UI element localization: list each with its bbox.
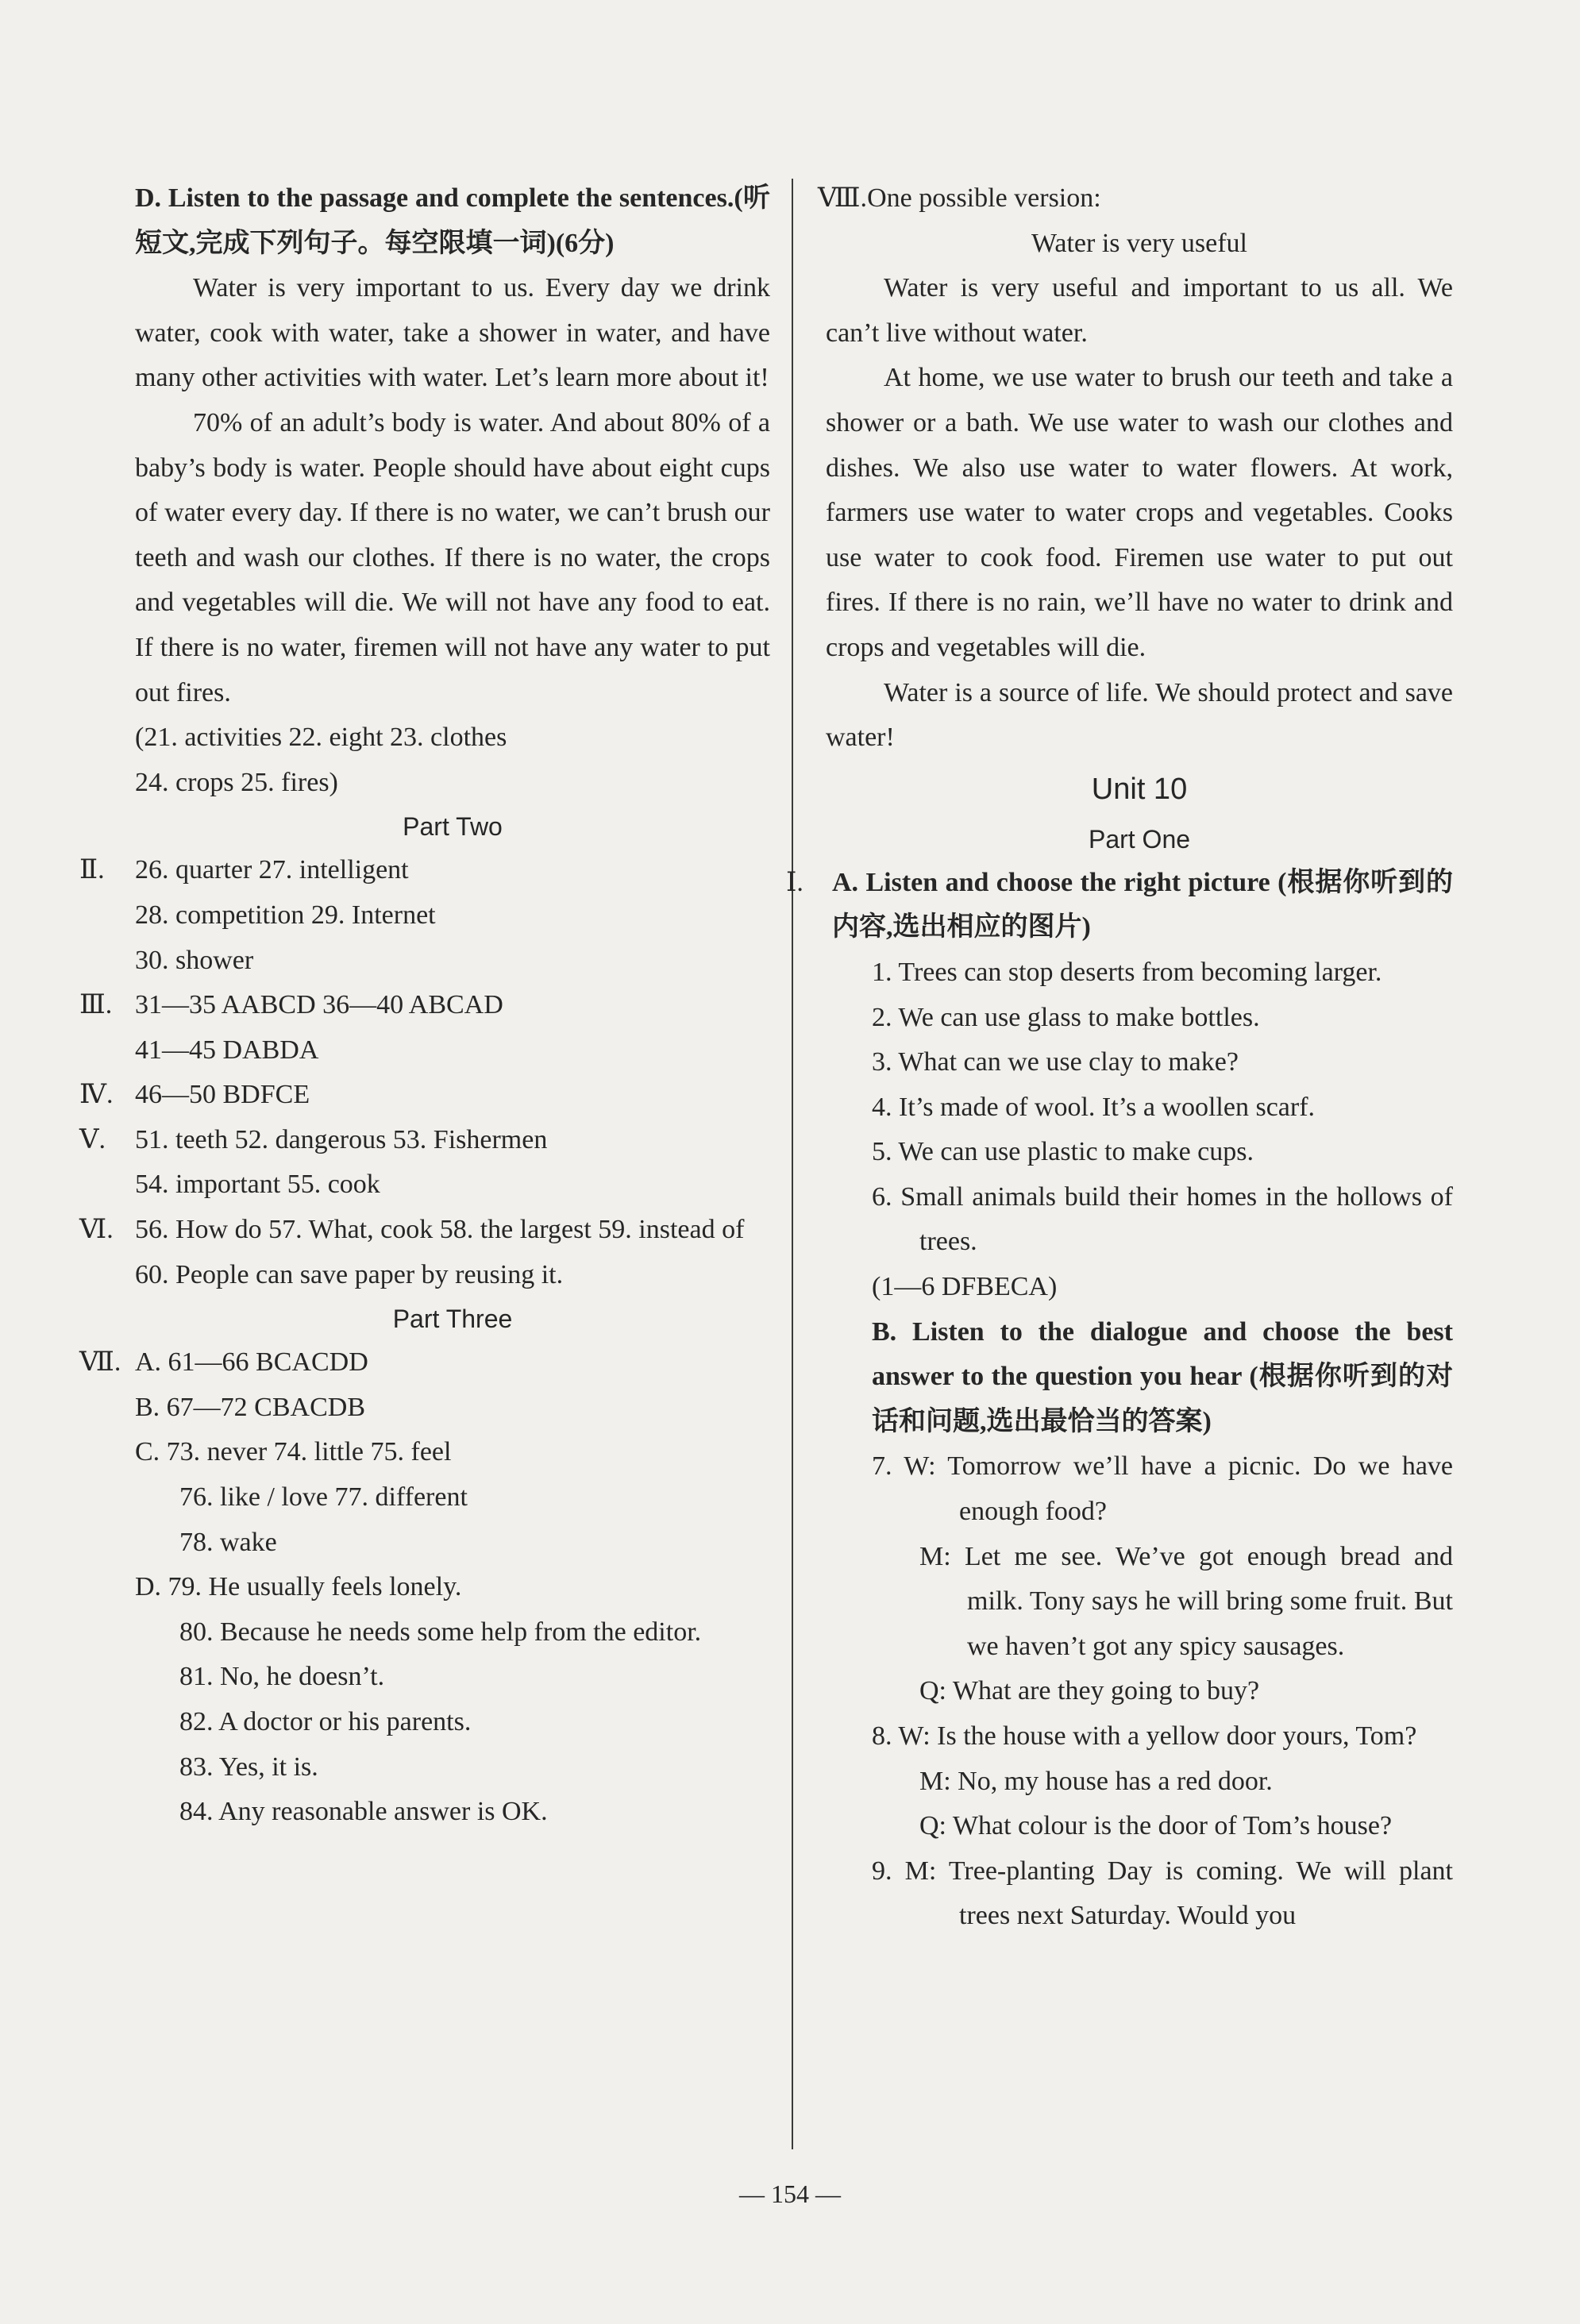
passage-paragraph-2: 70% of an adult’s body is water. And about 80% of a baby’s body is water. People should have about eight cups of water every day. If there is no water, we can’t brush our teeth and wash our clothes. If there is no water, the crops and vegetables will die. We will not have any food to eat. If there is no water, firemen will not have any water to put out fires. <box>135 407 770 707</box>
section-7-b: B. 67—72 CBACDB <box>135 1392 365 1422</box>
essay-paragraph-3: Water is a source of life. We should protect and save water! <box>826 677 1453 753</box>
right-column <box>786 176 1453 1939</box>
answers-1-6: (1—6 DFBECA) <box>872 1272 1058 1302</box>
dialogue-7-m: M: Let me see. We’ve got enough bread and milk. Tony says he will bring some fruit. But we haven’t got any spicy sausages. <box>919 1541 1453 1661</box>
section-3-line1: 31—35 AABCD 36—40 ABCAD <box>135 990 503 1020</box>
section-5-line1: 51. teeth 52. dangerous 53. Fishermen <box>135 1124 548 1154</box>
question-3: 3. What can we use clay to make? <box>872 1047 1239 1077</box>
section-5-line2: 54. important 55. cook <box>135 1170 380 1200</box>
section-7-d82: 82. A doctor or his parents. <box>179 1707 472 1736</box>
part-two-heading: Part Two <box>403 812 503 842</box>
question-5: 5. We can use plastic to make cups. <box>872 1137 1254 1167</box>
section-2 <box>79 848 770 893</box>
section-6 <box>79 1208 770 1253</box>
page-number: — 154 — <box>739 2179 841 2208</box>
section-7-number: Ⅶ. <box>79 1347 121 1378</box>
section-7-c2: 76. like / love 77. different <box>179 1482 468 1513</box>
question-2: 2. We can use glass to make bottles. <box>872 1002 1260 1032</box>
section-5-number: Ⅴ. <box>79 1124 106 1154</box>
answers-21-25-line2: 24. crops 25. fires) <box>135 767 338 797</box>
section-4-number: Ⅳ. <box>79 1080 114 1110</box>
section-7-d84: 84. Any reasonable answer is OK. <box>179 1797 548 1827</box>
unit-title: Unit 10 <box>1091 772 1188 806</box>
section-1 <box>786 861 1453 950</box>
dialogue-7-q: Q: What are they going to buy? <box>919 1676 1260 1706</box>
dialogue-8-q: Q: What colour is the door of Tom’s house? <box>919 1811 1393 1841</box>
section-2-line2: 28. competition 29. Internet <box>135 900 436 930</box>
part-three-heading: Part Three <box>392 1305 513 1334</box>
section-1-number: Ⅰ. <box>786 867 803 897</box>
essay-paragraph-1: Water is very useful and important to us all. We can’t live without water. <box>826 273 1453 348</box>
dialogue-9-m: 9. M: Tree-planting Day is coming. We will plant trees next Saturday. Would you <box>872 1856 1453 1931</box>
dialogue-8-m: M: No, my house has a red door. <box>919 1766 1273 1796</box>
section-7-d79: D. 79. He usually feels lonely. <box>135 1572 462 1602</box>
section-5 <box>79 1118 770 1163</box>
section-8-intro: One possible version: <box>867 183 1101 213</box>
question-1: 1. Trees can stop deserts from becoming larger. <box>872 957 1382 987</box>
section-7-c3: 78. wake <box>179 1527 277 1557</box>
left-column <box>79 176 770 1835</box>
section-6-number: Ⅵ. <box>79 1215 114 1245</box>
section-1-heading: A. Listen and choose the right picture (根据你听到的内容,选出相应的图片) <box>832 867 1453 942</box>
section-4 <box>79 1073 770 1118</box>
section-7-c1: C. 73. never 74. little 75. feel <box>135 1437 452 1467</box>
section-7-d83: 83. Yes, it is. <box>179 1752 318 1782</box>
section-6-line1: 56. How do 57. What, cook 58. the largest 59. instead of <box>135 1215 745 1245</box>
section-3-number: Ⅲ. <box>79 990 113 1020</box>
section-2-line1: 26. quarter 27. intelligent <box>135 855 409 885</box>
section-2-line3: 30. shower <box>135 945 254 975</box>
column-divider <box>792 179 793 2149</box>
section-d-heading <box>135 176 770 266</box>
section-8-number: Ⅷ. <box>818 183 868 213</box>
question-4: 4. It’s made of wool. It’s a woollen scarf. <box>872 1092 1316 1122</box>
section-7-d81: 81. No, he doesn’t. <box>179 1662 385 1692</box>
section-7-d80: 80. Because he needs some help from the editor. <box>179 1617 702 1647</box>
section-d-heading-en: D. Listen to the passage and complete the sentences. <box>135 183 734 213</box>
section-7-a: A. 61—66 BCACDD <box>135 1347 368 1378</box>
section-d-heading-cn: (听短文,完成下列句子。每空限填一词)(6分) <box>135 183 770 258</box>
dialogue-8-w: 8. W: Is the house with a yellow door yours, Tom? <box>872 1721 1417 1751</box>
answers-21-25-line1: (21. activities 22. eight 23. clothes <box>135 723 507 753</box>
question-6: 6. Small animals build their homes in the hollows of trees. <box>872 1181 1453 1257</box>
section-2-number: Ⅱ. <box>79 855 105 885</box>
section-1-b-heading: B. Listen to the dialogue and choose the best answer to the question you hear (根据你听到的对话和问题,选出最恰当的答案) <box>872 1316 1453 1436</box>
essay-paragraph-2: At home, we use water to brush our teeth and take a shower or a bath. We use water to wash our clothes and dishes. We also use water to water flowers. At work, farmers use water to water crops and vegetables. Cooks use water to cook food. Firemen use water to put out fires. If there is no rain, we’ll have no water to drink and crops and vegetables will die. <box>826 363 1453 662</box>
section-3 <box>79 983 770 1028</box>
essay-title: Water is very useful <box>1031 228 1247 258</box>
section-3-line2: 41—45 DABDA <box>135 1035 319 1065</box>
section-8 <box>818 176 1453 222</box>
section-6-line2: 60. People can save paper by reusing it. <box>135 1259 564 1289</box>
section-7 <box>79 1340 770 1386</box>
section-4-line1: 46—50 BDFCE <box>135 1080 310 1110</box>
part-one-heading: Part One <box>1088 824 1191 854</box>
passage-paragraph-1: Water is very important to us. Every day we drink water, cook with water, take a shower in water, and have many other activities with water. Let’s learn more about it! <box>135 273 770 393</box>
dialogue-7-w: 7. W: Tomorrow we’ll have a picnic. Do we have enough food? <box>872 1451 1453 1527</box>
